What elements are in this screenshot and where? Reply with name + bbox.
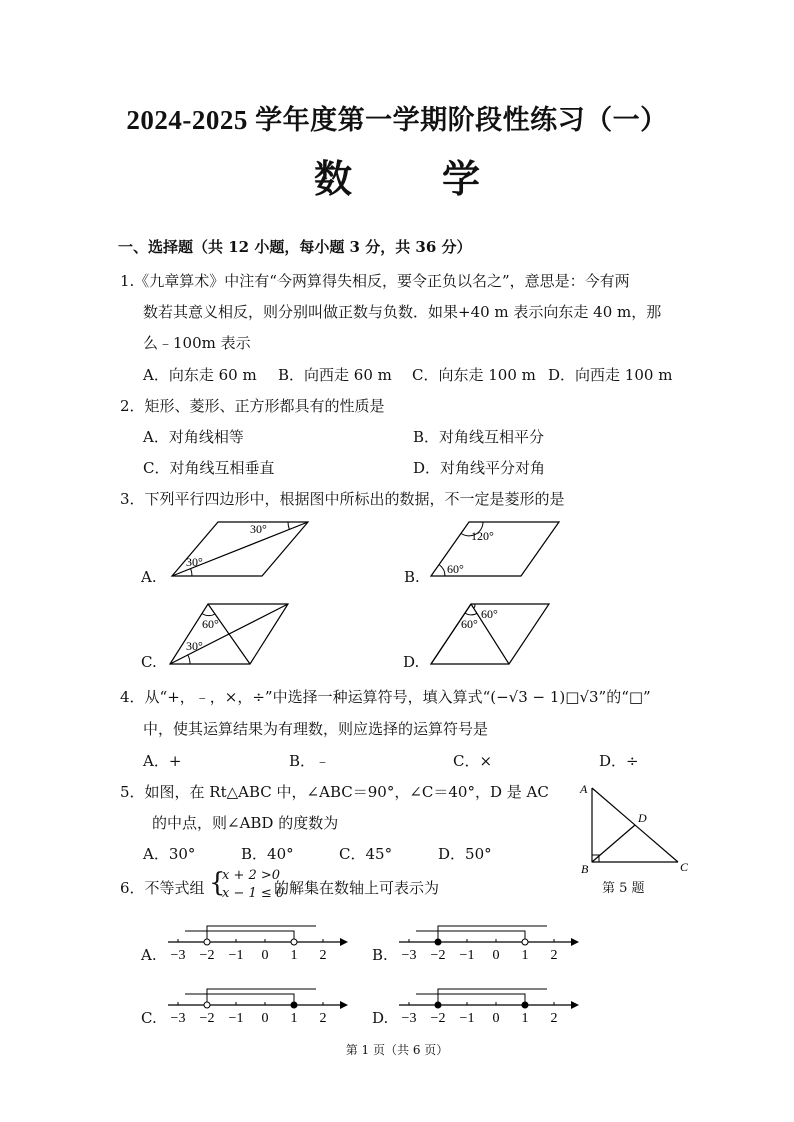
subject-title: 数 学	[313, 156, 506, 201]
tick-label: −3	[170, 948, 186, 963]
q3-label-d: D.	[403, 653, 420, 671]
tick-label: −1	[459, 948, 475, 963]
solution-ray-right	[207, 926, 316, 942]
q5-point-d: D	[638, 811, 647, 825]
page-title: 2024-2025 学年度第一学期阶段性练习（一）	[126, 105, 668, 135]
q6-label-d: D.	[372, 1009, 389, 1027]
q2-option-c: C．对角线互相垂直	[143, 459, 275, 477]
solution-ray-left	[416, 994, 525, 1005]
q6-numberline-d	[397, 983, 583, 1027]
tick-label: −2	[199, 948, 215, 963]
q3-c-angle-bottom: 30°	[186, 639, 203, 653]
q6-label-a: A.	[141, 946, 157, 964]
q6-stem-prefix: 6．不等式组	[120, 879, 205, 897]
solution-ray-left	[185, 931, 294, 942]
q1-option-a: A．向东走 60 m	[143, 366, 257, 384]
q5-option-c: C．45°	[339, 845, 393, 863]
q4-option-c: C．×	[453, 752, 493, 770]
endpoint-right	[291, 939, 297, 945]
q4-line1: 4．从“+，﹣，×，÷”中选择一种运算符号，填入算式“(−√3 − 1)□√3”的“□”	[120, 688, 651, 706]
q2-option-b: B．对角线互相平分	[413, 428, 545, 446]
tick-label: 2	[319, 1011, 327, 1026]
q3-a-angle-top: 30°	[250, 522, 267, 536]
tick-label: 0	[492, 1011, 500, 1026]
tick-label: −2	[430, 948, 446, 963]
axis-arrow	[571, 938, 579, 946]
q6-numberline-c	[166, 983, 352, 1027]
q5-line1: 5．如图，在 Rt△ABC 中，∠ABC＝90°，∠C＝40°，D 是 AC	[120, 783, 549, 801]
endpoint-left	[435, 939, 441, 945]
tick-label: 2	[319, 948, 327, 963]
endpoint-left	[204, 939, 210, 945]
endpoint-right	[522, 1002, 528, 1008]
q5-caption: 第 5 题	[602, 881, 645, 896]
tick-label: −3	[170, 1011, 186, 1026]
tick-label: 0	[261, 948, 269, 963]
solution-ray-right	[207, 989, 316, 1005]
tick-label: 0	[261, 1011, 269, 1026]
tick-label: 0	[492, 948, 500, 963]
q4-option-b: B．﹣	[289, 752, 331, 770]
q5-option-a: A．30°	[143, 845, 196, 863]
q3-figure-d	[425, 600, 555, 668]
q3-stem: 3．下列平行四边形中，根据图中所标出的数据，不一定是菱形的是	[120, 490, 565, 508]
q3-b-angle-bottom: 60°	[447, 562, 464, 576]
solution-ray-right	[438, 989, 547, 1005]
q6-label-b: B.	[372, 946, 388, 964]
tick-label: −3	[401, 1011, 417, 1026]
q6-brace: {	[209, 868, 226, 898]
tick-label: −3	[401, 948, 417, 963]
q4-option-d: D．÷	[599, 752, 639, 770]
q6-ineq2: x − 1 ≤ 0	[222, 886, 285, 901]
axis-arrow	[340, 938, 348, 946]
q6-ineq1: x + 2 >0	[222, 868, 281, 883]
q6-numberline-b	[397, 920, 583, 964]
q1-option-c: C．向东走 100 m	[412, 366, 536, 384]
page-footer: 第 1 页（共 6 页）	[345, 1043, 449, 1057]
section-heading: 一、选择题（共 12 小题，每小题 3 分，共 36 分）	[118, 238, 472, 256]
tick-label: 2	[550, 948, 558, 963]
q4-option-a: A．+	[143, 752, 182, 770]
q3-label-c: C.	[141, 653, 157, 671]
q5-figure	[574, 776, 704, 876]
q3-b-angle-top: 120°	[471, 529, 494, 543]
tick-label: −2	[199, 1011, 215, 1026]
q3-figure-c	[160, 600, 300, 668]
q5-option-d: D．50°	[438, 845, 492, 863]
q6-label-c: C.	[141, 1009, 157, 1027]
q1-line3: 么﹣100m 表示	[143, 334, 251, 352]
endpoint-right	[522, 939, 528, 945]
q1-option-d: D．向西走 100 m	[548, 366, 673, 384]
tick-label: 1	[521, 948, 529, 963]
q1-option-b: B．向西走 60 m	[278, 366, 392, 384]
q1-line2: 数若其意义相反，则分别叫做正数与负数．如果+40 m 表示向东走 40 m，那	[143, 303, 662, 321]
q4-line2: 中，使其运算结果为有理数，则应选择的运算符号是	[143, 720, 489, 738]
tick-label: 1	[521, 1011, 529, 1026]
q2-option-a: A．对角线相等	[143, 428, 244, 446]
endpoint-left	[204, 1002, 210, 1008]
q3-figure-a	[160, 518, 320, 580]
q1-line1: 1.《九章算术》中注有“今两算得失相反，要令正负以名之”，意思是：今有两	[120, 272, 630, 290]
q3-label-a: A.	[141, 568, 157, 586]
endpoint-right	[291, 1002, 297, 1008]
q2-stem: 2．矩形、菱形、正方形都具有的性质是	[120, 397, 385, 415]
q6-numberline-a	[166, 920, 352, 964]
tick-label: 1	[290, 948, 298, 963]
q6-stem-suffix: 的解集在数轴上可表示为	[274, 879, 440, 897]
q2-option-d: D．对角线平分对角	[413, 459, 546, 477]
solution-ray-left	[185, 994, 294, 1005]
tick-label: −1	[228, 1011, 244, 1026]
axis-arrow	[571, 1001, 579, 1009]
tick-label: 1	[290, 1011, 298, 1026]
endpoint-left	[435, 1002, 441, 1008]
tick-label: −2	[430, 1011, 446, 1026]
q3-figure-b	[425, 518, 565, 580]
q3-label-b: B.	[404, 568, 420, 586]
q3-c-angle-top: 60°	[202, 617, 219, 631]
solution-ray-left	[416, 931, 525, 942]
q5-option-b: B．40°	[241, 845, 294, 863]
solution-ray-right	[438, 926, 547, 942]
tick-label: −1	[459, 1011, 475, 1026]
tick-label: −1	[228, 948, 244, 963]
q3-a-angle-bottom: 30°	[186, 555, 203, 569]
q5-point-b: B	[581, 862, 589, 876]
axis-arrow	[340, 1001, 348, 1009]
tick-label: 2	[550, 1011, 558, 1026]
q5-point-a: A	[580, 782, 588, 796]
q5-point-c: C	[680, 860, 689, 874]
q3-d-angle-left: 60°	[461, 617, 478, 631]
q3-d-angle-right: 60°	[481, 607, 498, 621]
q5-line2: 的中点，则∠ABD 的度数为	[152, 814, 339, 832]
